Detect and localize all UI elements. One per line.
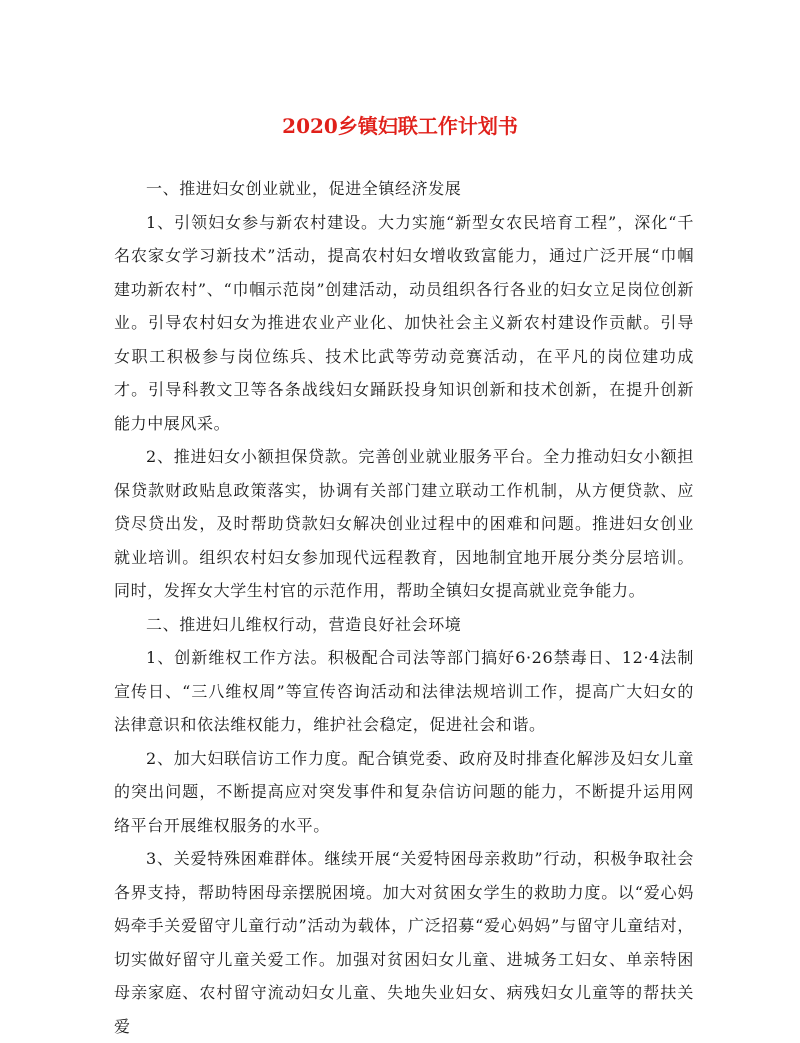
document-body <box>114 172 694 1043</box>
paragraph-2-1: 1、创新维权工作方法。积极配合司法等部门搞好6·26禁毒日、12·4法制宣传日、“三八维权周”等宣传咨询活动和法律法规培训工作，提高广大妇女的法律意识和依法维权能力，维护社会稳定，促进社会和谐。 <box>114 648 694 734</box>
paragraph-2-3: 3、关爱特殊困难群体。继续开展“关爱特困母亲救助”行动，积极争取社会各界支持，帮助特困母亲摆脱困境。加大对贫困女学生的救助力度。以“爱心妈妈牵手关爱留守儿童行动”活动为载体，广泛招募“爱心妈妈”与留守儿童结对，切实做好留守儿童关爱工作。加强对贫困妇女儿童、进城务工妇女、单亲特困母亲家庭、农村留守流动妇女儿童、失地失业妇女、病残妇女儿童等的帮扶关爱 <box>114 849 694 1036</box>
section-heading-1: 一、推进妇女创业就业，促进全镇经济发展 <box>146 179 462 198</box>
paragraph-1-2: 2、推进妇女小额担保贷款。完善创业就业服务平台。全力推动妇女小额担保贷款财政贴息政策落实，协调有关部门建立联动工作机制，从方便贷款、应贷尽贷出发，及时帮助贷款妇女解决创业过程中的困难和问题。推进妇女创业就业培训。组织农村妇女参加现代远程教育，因地制宜地开展分类分层培训。同时，发挥女大学生村官的示范作用，帮助全镇妇女提高就业竞争能力。 <box>114 447 694 600</box>
paragraph-1-1: 1、引领妇女参与新农村建设。大力实施“新型女农民培育工程”，深化“千名农家女学习新技术”活动，提高农村妇女增收致富能力，通过广泛开展“巾帼建功新农村”、“巾帼示范岗”创建活动，动员组织各行各业的妇女立足岗位创新业。引导农村妇女为推进农业产业化、加快社会主义新农村建设作贡献。引导女职工积极参与岗位练兵、技术比武等劳动竞赛活动，在平凡的岗位建功成才。引导科教文卫等各条战线妇女踊跃投身知识创新和技术创新，在提升创新能力中展风采。 <box>114 212 694 433</box>
document-title: 2020乡镇妇联工作计划书 <box>282 114 518 138</box>
section-heading-2: 二、推进妇儿维权行动，营造良好社会环境 <box>146 614 462 634</box>
paragraph-2-2: 2、加大妇联信访工作力度。配合镇党委、政府及时排查化解涉及妇女儿童的突出问题，不断提高应对突发事件和复杂信访问题的能力，不断提升运用网络平台开展维权服务的水平。 <box>114 748 694 835</box>
